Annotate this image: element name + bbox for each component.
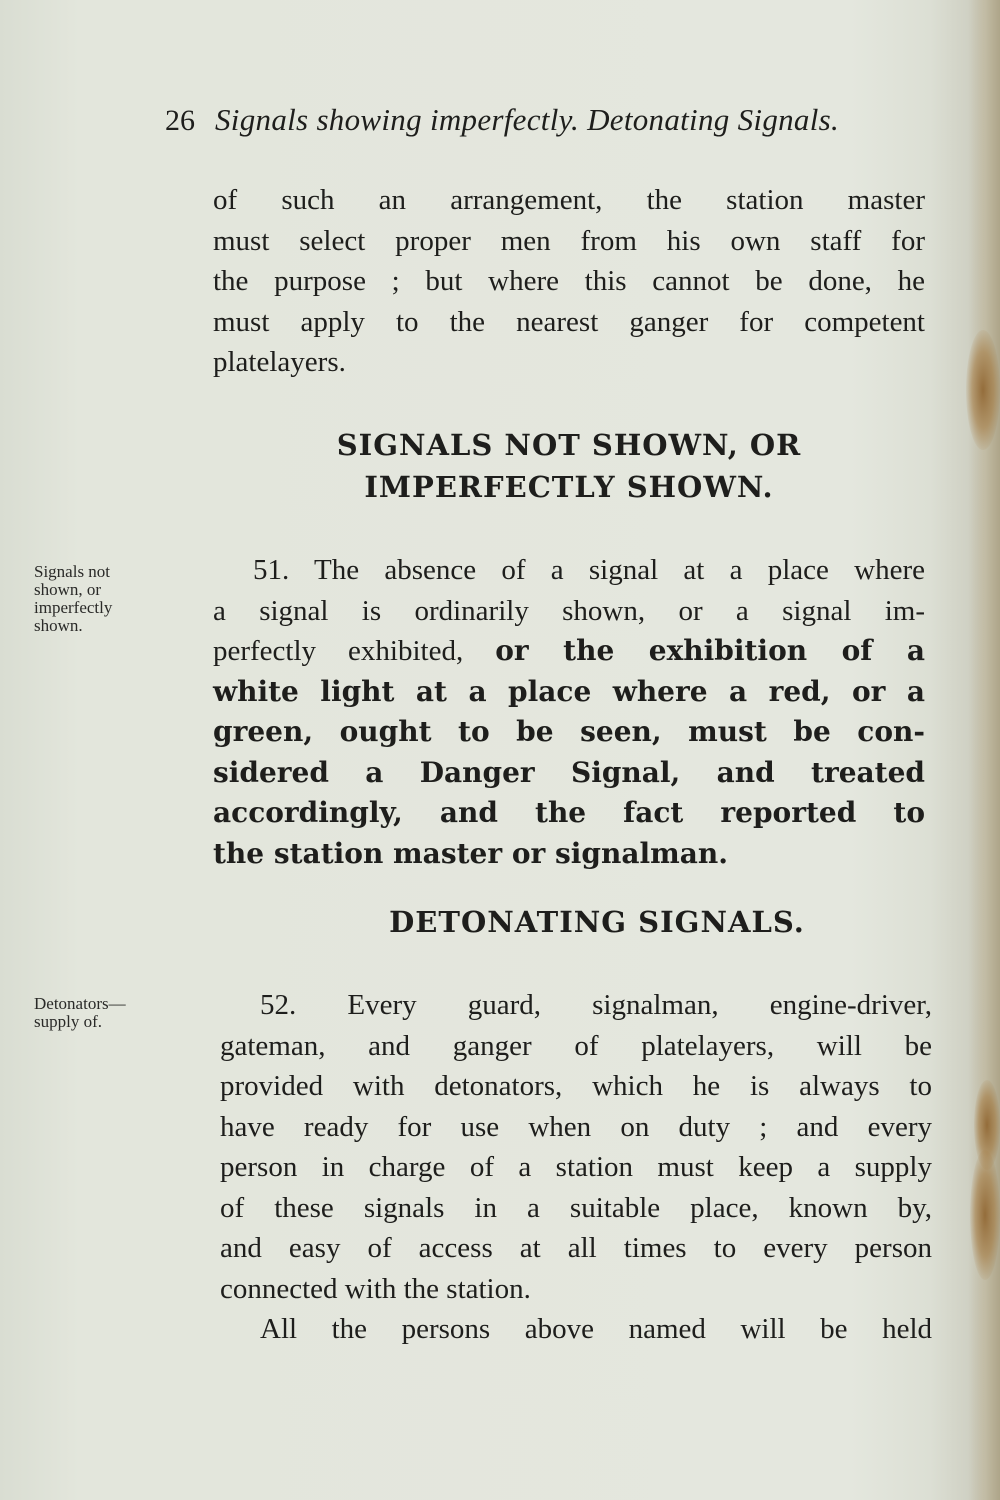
rule-52 — [220, 985, 932, 1350]
margin-note-line: shown, or — [34, 580, 102, 599]
running-head — [0, 100, 1000, 150]
rule-text: The absence of a signal at a place where — [313, 554, 925, 586]
intro-paragraph — [213, 180, 925, 383]
section-heading: IMPERFECTLY SHOWN. — [364, 470, 774, 504]
margin-note-line: Signals not — [34, 562, 111, 581]
text-line — [213, 550, 925, 591]
running-head-title: Signals showing imperfectly. Detonating Signals. — [215, 102, 840, 137]
text-line — [213, 631, 925, 672]
rule-text-bold: or the exhibition of a — [495, 634, 925, 667]
rule-51-bold — [213, 672, 925, 875]
margin-note — [34, 563, 169, 635]
margin-note — [34, 995, 169, 1031]
text-line: All the persons above named will be held — [260, 1313, 932, 1345]
text-line: a signal is ordinarily shown, or a signal im- — [213, 594, 925, 627]
rule-text: perfectly exhibited, — [213, 635, 464, 667]
margin-note-line: Detonators— — [34, 994, 126, 1013]
rule-text: Every guard, signalman, engine-driver, — [347, 989, 932, 1021]
text-line: have ready for use when on duty ; and every — [220, 1110, 932, 1143]
page-stain — [970, 1150, 1000, 1280]
text-line: connected with the station. — [220, 1272, 531, 1305]
page-number: 26 — [165, 104, 195, 137]
text-line: the purpose ; but where this cannot be done, he — [213, 265, 925, 297]
rule-51 — [213, 550, 925, 672]
text-line-bold: green, ought to be seen, must be con- — [213, 715, 925, 748]
text-line: must select proper men from his own staff for — [213, 224, 925, 257]
rule-number: 51. — [253, 554, 290, 586]
text-line-bold: white light at a place where a red, or a — [213, 674, 925, 708]
section-heading: SIGNALS NOT SHOWN, OR — [336, 428, 802, 462]
text-line-bold: sidered a Danger Signal, and treated — [213, 755, 925, 789]
text-line-bold: accordingly, and the fact reported to — [213, 796, 925, 829]
margin-note-line: shown. — [34, 616, 83, 635]
margin-note-line: imperfectly — [34, 598, 113, 617]
text-line: provided with detonators, which he is always to — [220, 1070, 932, 1102]
text-line: and easy of access at all times to every person — [220, 1232, 932, 1264]
rule-number: 52. — [260, 989, 297, 1021]
text-line: must apply to the nearest ganger for competent — [213, 305, 925, 338]
margin-note-line: supply of. — [34, 1012, 102, 1031]
text-line: of these signals in a suitable place, known by, — [220, 1191, 932, 1224]
page-stain — [966, 330, 1000, 450]
text-line: of such an arrangement, the station master — [213, 184, 925, 216]
text-line: platelayers. — [213, 346, 346, 378]
text-line — [220, 985, 932, 1026]
text-line: person in charge of a station must keep a supply — [220, 1151, 932, 1183]
section-heading: DETONATING SIGNALS. — [389, 905, 805, 939]
text-line: gateman, and ganger of platelayers, will be — [220, 1029, 932, 1062]
text-line-bold: the station master or signalman. — [213, 836, 728, 870]
